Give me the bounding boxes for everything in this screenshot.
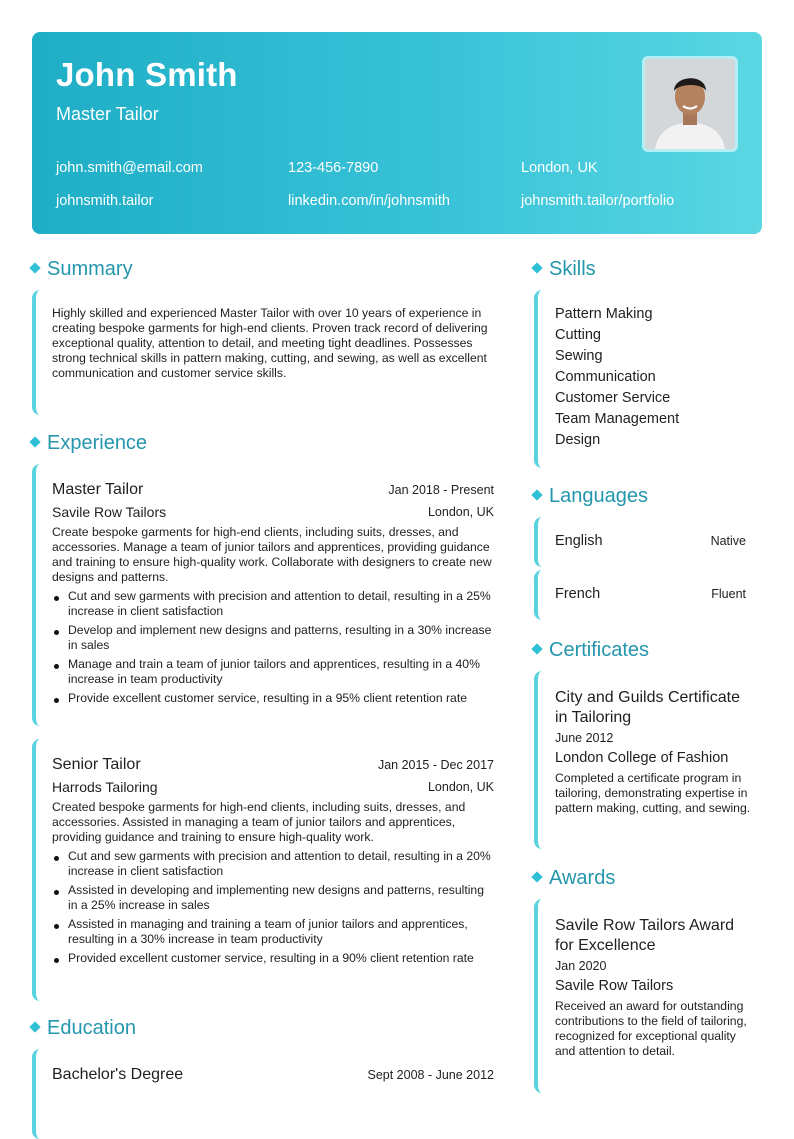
diamond-icon — [29, 262, 40, 273]
job-date: Jan 2015 - Dec 2017 — [377, 758, 494, 772]
resume-header — [32, 32, 762, 234]
diamond-icon — [531, 871, 542, 882]
certificate-date: June 2012 — [555, 731, 614, 745]
summary-text: Highly skilled and experienced Master Tailor with over 10 years of experience in creating bespoke garments for high-end clients. Proven track record of delivering exceptional quality, attention to detail, and meeting tight deadlines. Possesses strong technical skills in pattern making, cutting, and sewing, as well as excellent communication and customer service skills. — [52, 306, 488, 380]
profile-photo — [642, 56, 738, 152]
summary-heading-text: Summary — [47, 258, 133, 280]
job-bullet: Provided excellent customer service, resulting in a 90% client retention rate — [52, 951, 496, 966]
awards-heading-text: Awards — [549, 867, 616, 889]
job-title: Master Tailor — [52, 481, 144, 498]
skill-item: Pattern Making — [555, 306, 653, 322]
job-date: Jan 2018 - Present — [388, 483, 494, 497]
job-bullet: Cut and sew garments with precision and attention to detail, resulting in a 20% increase in client satisfaction — [52, 849, 496, 879]
awards-heading — [533, 867, 615, 890]
education-date: Sept 2008 - June 2012 — [367, 1068, 494, 1082]
skills-heading-text: Skills — [549, 258, 596, 280]
candidate-title: Master Tailor — [56, 104, 159, 124]
certificates-heading — [533, 639, 649, 662]
diamond-icon — [29, 1021, 40, 1032]
diamond-icon — [531, 262, 542, 273]
award-description: Received an award for outstanding contributions to the field of tailoring, recognized for exceptional quality and attention to detail. — [555, 999, 747, 1058]
job-location: London, UK — [427, 780, 494, 794]
job-bullet: Manage and train a team of junior tailors and apprentices, resulting in a 40% increase in team productivity — [52, 657, 496, 687]
diamond-icon — [531, 643, 542, 654]
certificate-title: City and Guilds Certificate in Tailoring — [555, 689, 740, 726]
education-entry — [32, 1049, 498, 1139]
job-bullets — [52, 849, 496, 970]
contact-linkedin[interactable]: linkedin.com/in/johnsmith — [288, 193, 450, 209]
certificate-org: London College of Fashion — [555, 750, 729, 766]
job-description: Created bespoke garments for high-end clients, including suits, dresses, and accessories. Assisted in managing a team of junior tailors and apprentices, providing guidance and training to ensure high-quality work. — [52, 800, 466, 844]
contact-phone[interactable]: 123-456-7890 — [288, 160, 379, 176]
experience-heading — [31, 432, 147, 455]
skill-item: Customer Service — [555, 390, 671, 406]
job-bullets — [52, 589, 496, 710]
language-level: Fluent — [711, 587, 746, 601]
languages-heading-text: Languages — [549, 485, 648, 507]
job-company: Harrods Tailoring — [52, 779, 158, 795]
diamond-icon — [29, 436, 40, 447]
language-name: French — [555, 586, 601, 602]
job-bullet: Provide excellent customer service, resulting in a 95% client retention rate — [52, 691, 496, 706]
language-name: English — [555, 533, 603, 549]
skill-item: Sewing — [555, 348, 603, 364]
job-description: Create bespoke garments for high-end clients, including suits, dresses, and accessories. Manage a team of junior tailors and apprentices, providing guidance and training to ensure high-quality work. Collaborate with designers to create new designs and patterns. — [52, 525, 492, 584]
skills-heading — [533, 258, 596, 281]
candidate-name: John Smith — [56, 56, 238, 93]
languages-heading — [533, 485, 648, 508]
contact-location: London, UK — [521, 160, 598, 176]
degree-title: Bachelor's Degree — [52, 1066, 184, 1083]
job-title: Senior Tailor — [52, 756, 141, 773]
education-heading-text: Education — [47, 1017, 136, 1039]
certificate-description: Completed a certificate program in tailoring, demonstrating expertise in pattern making, cutting, and sewing. — [555, 771, 751, 815]
contact-portfolio[interactable]: johnsmith.tailor/portfolio — [521, 193, 675, 209]
job-bullet: Assisted in developing and implementing new designs and patterns, resulting in a 25% increase in sales — [52, 883, 496, 913]
certificates-heading-text: Certificates — [549, 639, 650, 661]
job-bullet: Develop and implement new designs and patterns, resulting in a 30% increase in sales — [52, 623, 496, 653]
diamond-icon — [531, 489, 542, 500]
summary-heading — [31, 258, 133, 281]
skill-item: Team Management — [555, 411, 680, 427]
skill-item: Cutting — [555, 327, 601, 343]
education-heading — [31, 1017, 136, 1040]
job-bullet: Assisted in managing and training a team of junior tailors and apprentices, resulting in a 30% increase in team productivity — [52, 917, 496, 947]
job-company: Savile Row Tailors — [52, 504, 167, 520]
experience-heading-text: Experience — [47, 432, 148, 454]
language-level: Native — [710, 534, 746, 548]
job-bullet: Cut and sew garments with precision and attention to detail, resulting in a 25% increase in client satisfaction — [52, 589, 496, 619]
contact-email[interactable]: john.smith@email.com — [56, 160, 203, 176]
skill-item: Communication — [555, 369, 656, 385]
award-date: Jan 2020 — [555, 959, 607, 973]
award-org: Savile Row Tailors — [555, 978, 674, 994]
skill-item: Design — [555, 432, 601, 448]
award-title: Savile Row Tailors Award for Excellence — [555, 917, 735, 954]
contact-handle[interactable]: johnsmith.tailor — [56, 193, 154, 209]
profile-photo-icon — [645, 59, 735, 149]
job-location: London, UK — [427, 505, 494, 519]
